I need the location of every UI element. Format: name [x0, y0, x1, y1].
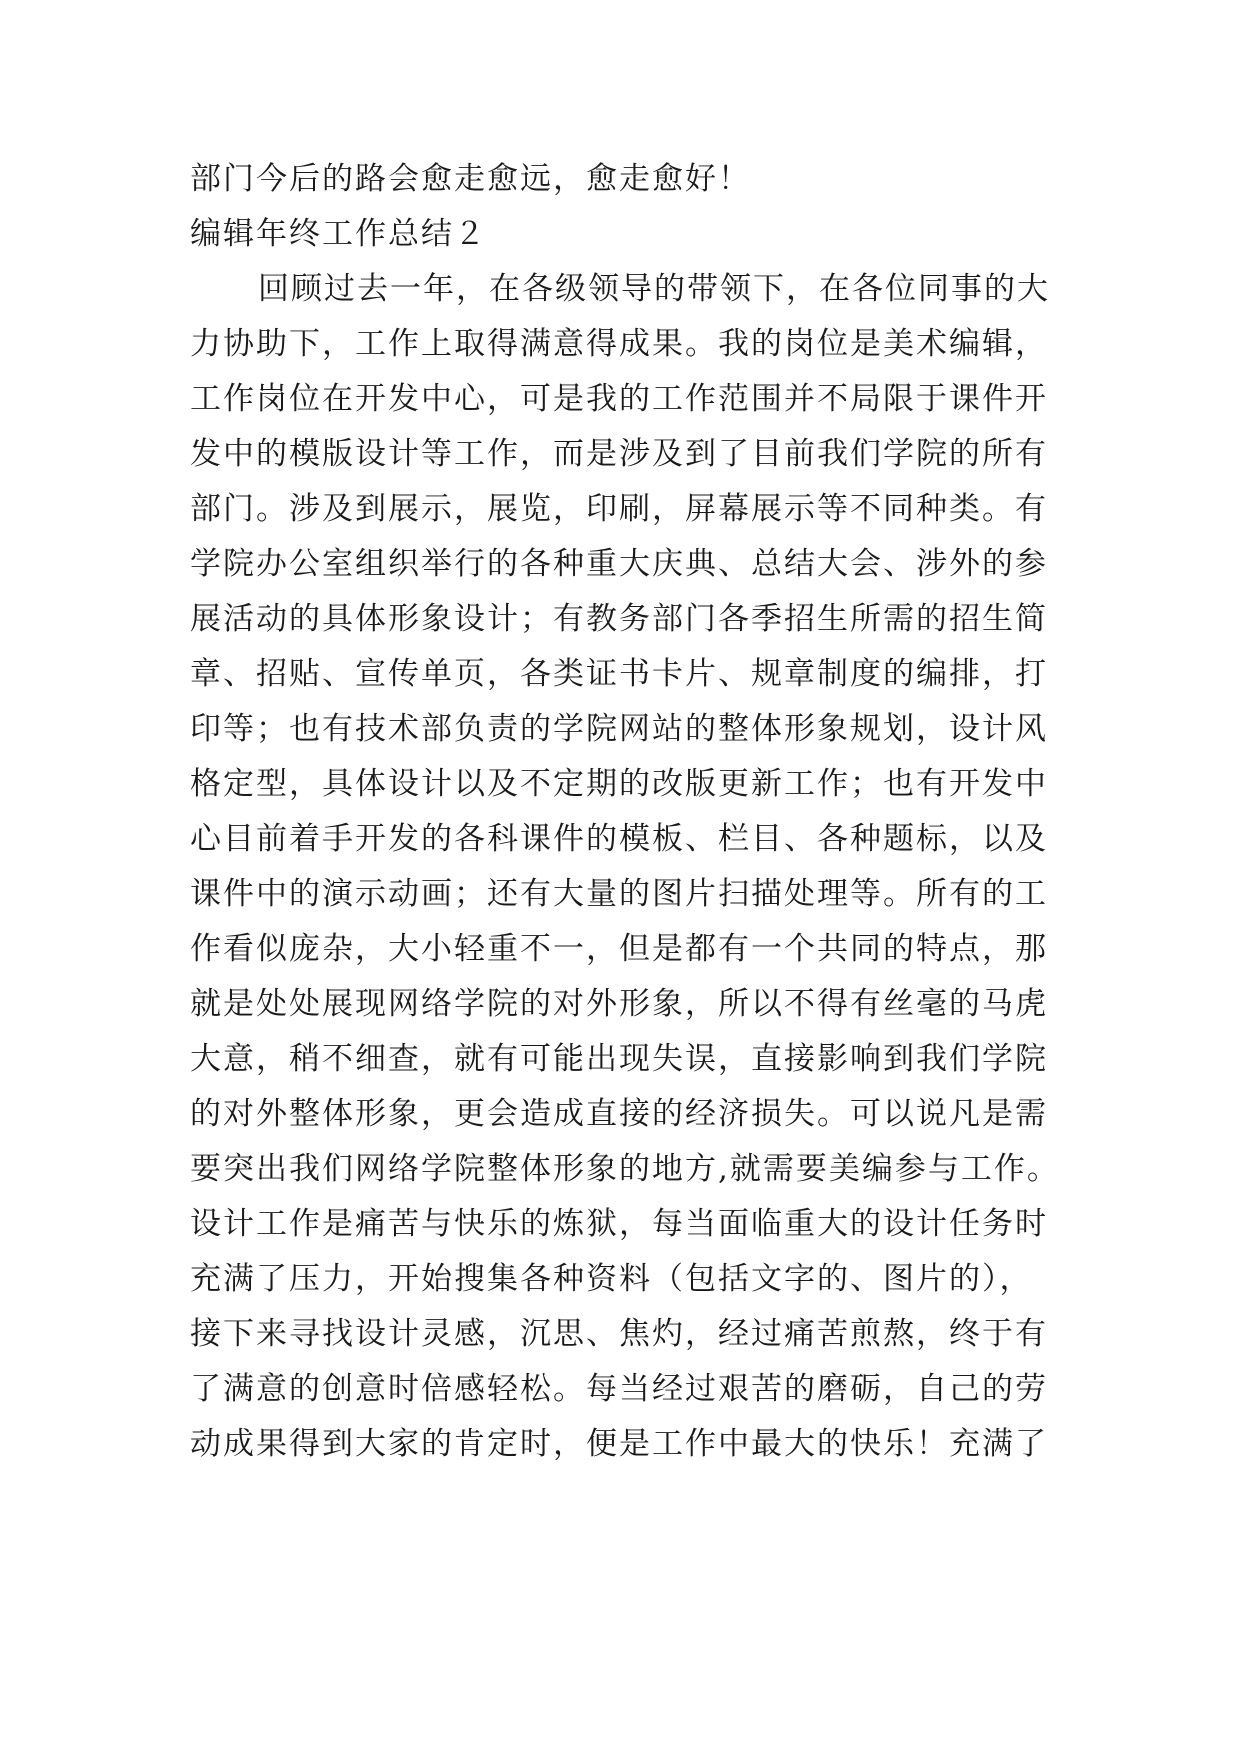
paragraph-line: 力协助下，工作上取得满意得成果。我的岗位是美术编辑， [190, 326, 1048, 362]
paragraph-line: 印等；也有技术部负责的学院网站的整体形象规划，设计风 [190, 711, 1048, 747]
paragraph-line: 了满意的创意时倍感轻松。每当经过艰苦的磨砺，自己的劳 [190, 1371, 1048, 1407]
paragraph-line: 充满了压力，开始搜集各种资料（包括文字的、图片的）， [190, 1261, 1033, 1297]
section-heading: 编辑年终工作总结２ [190, 216, 487, 252]
paragraph-line: 就是处处展现网络学院的对外形象，所以不得有丝毫的马虎 [190, 986, 1048, 1022]
paragraph-line: 格定型，具体设计以及不定期的改版更新工作；也有开发中 [190, 766, 1048, 802]
paragraph-line: 章、招贴、宣传单页，各类证书卡片、规章制度的编排，打 [190, 656, 1048, 692]
paragraph-line: 部门。涉及到展示，展览，印刷，屏幕展示等不同种类。有 [190, 491, 1048, 527]
paragraph-line: 心目前着手开发的各科课件的模板、栏目、各种题标，以及 [190, 821, 1048, 857]
paragraph-line: 设计工作是痛苦与快乐的炼狱，每当面临重大的设计任务时 [190, 1206, 1048, 1242]
paragraph-line: 作看似庞杂，大小轻重不一，但是都有一个共同的特点，那 [190, 931, 1048, 967]
body-paragraph [190, 262, 1070, 1472]
paragraph-line: 接下来寻找设计灵感，沉思、焦灼，经过痛苦煎熬，终于有 [190, 1316, 1048, 1352]
document-body [190, 152, 1070, 1472]
continuation-line: 部门今后的路会愈走愈远，愈走愈好！ [190, 161, 751, 197]
paragraph-line: 工作岗位在开发中心，可是我的工作范围并不局限于课件开 [190, 381, 1048, 417]
paragraph-line: 回顾过去一年，在各级领导的带领下，在各位同事的大 [258, 271, 1050, 307]
paragraph-line: 大意，稍不细查，就有可能出现失误，直接影响到我们学院 [190, 1041, 1048, 1077]
paragraph-line: 要突出我们网络学院整体形象的地方,就需要美编参与工作。 [190, 1151, 1060, 1187]
paragraph-line: 发中的模版设计等工作，而是涉及到了目前我们学院的所有 [190, 436, 1048, 472]
paragraph-line: 展活动的具体形象设计；有教务部门各季招生所需的招生简 [190, 601, 1048, 637]
paragraph-line: 课件中的演示动画；还有大量的图片扫描处理等。所有的工 [190, 876, 1048, 912]
paragraph-line: 动成果得到大家的肯定时，便是工作中最大的快乐！充满了 [190, 1426, 1048, 1462]
paragraph-line: 的对外整体形象，更会造成直接的经济损失。可以说凡是需 [190, 1096, 1048, 1132]
paragraph-line: 学院办公室组织举行的各种重大庆典、总结大会、涉外的参 [190, 546, 1048, 582]
